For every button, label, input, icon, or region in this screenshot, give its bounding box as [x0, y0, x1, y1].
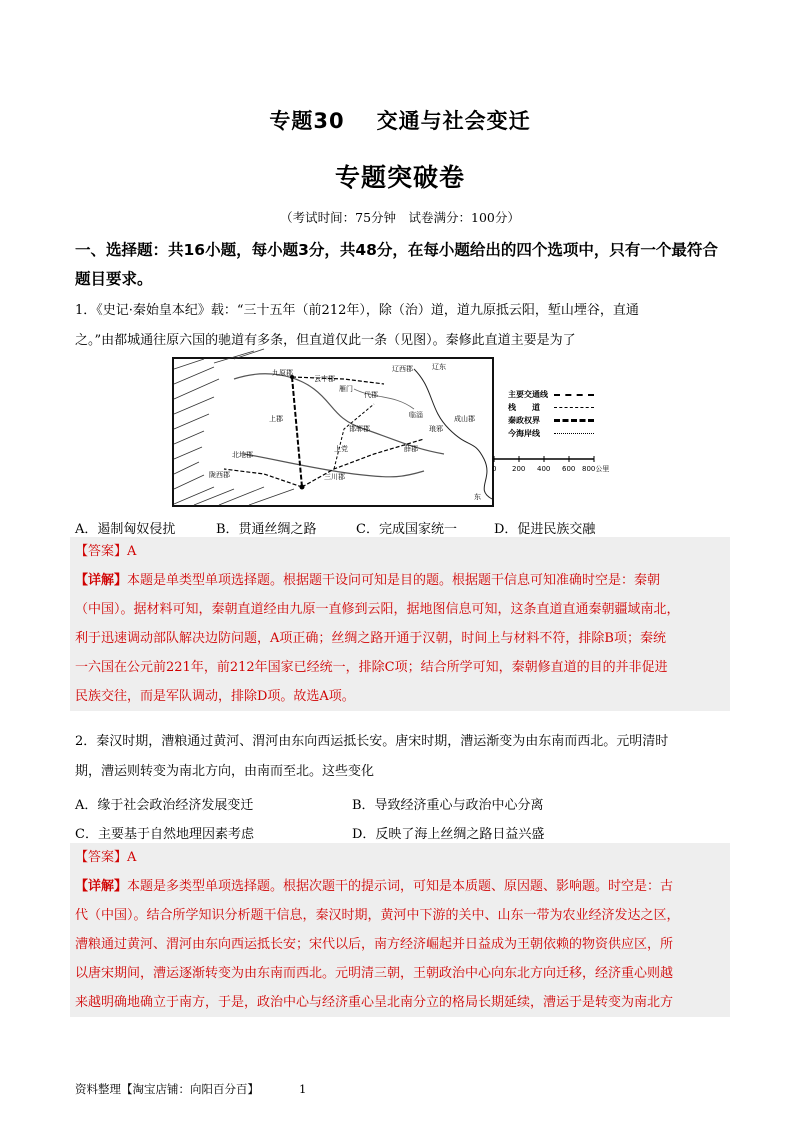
map-label: 薛郡: [404, 445, 418, 453]
scale-tick-label: 800公里: [582, 465, 610, 473]
map-label: 云中郡: [314, 375, 335, 383]
option-a: A．遏制匈奴侵扰: [75, 522, 176, 537]
detail-line: [70, 566, 730, 595]
doc-subtitle: 专题突破卷: [334, 163, 465, 192]
map-label: 陇西郡: [209, 471, 230, 479]
detail-line: [70, 872, 730, 901]
exam-info: （考试时间：75分钟 试卷满分：100分）: [280, 210, 520, 225]
legend-swatch: [554, 419, 594, 422]
detail-line: 漕粮通过黄河、渭河由东向西运抵长安；宋代以后，南方经济崛起并日益成为王朝依赖的物资供应区，所: [75, 937, 674, 952]
detail-line: （中国）。据材料可知，秦朝直道经由九原一直修到云阳，据地图信息可知，这条直道直通秦朝疆域南北，: [75, 602, 680, 617]
detail-line: 一六国在公元前221年，前212年国家已经统一，排除C项；结合所学可知，秦朝修直道的目的并非促进: [75, 660, 668, 675]
option-d: D．反映了海上丝绸之路日益兴盛: [352, 827, 545, 842]
legend-item: [508, 427, 594, 440]
legend-item: [508, 401, 594, 414]
scale-tick-label: 600: [562, 465, 576, 473]
question-2-answer-box: [70, 843, 730, 1017]
map-legend: [508, 388, 594, 440]
detail-text: 本题是多类型单项选择题。根据次题干的提示词，可知是本质题、原因题、影响题。时空是：古: [127, 879, 674, 894]
page-number: 1: [299, 1082, 307, 1096]
map-label: 雁门: [339, 385, 353, 393]
detail-text: 本题是单类型单项选择题。根据题干设问可知是目的题。根据题干信息可知准确时空是：秦朝: [127, 573, 661, 588]
map-drawing: [174, 359, 492, 505]
legend-swatch: [554, 394, 594, 396]
legend-label: 秦政权界: [508, 416, 540, 425]
detail-label: 【详解】: [75, 879, 128, 894]
legend-swatch: [554, 433, 594, 434]
question-2-stem: [75, 727, 730, 787]
map-label: 辽西郡: [392, 365, 413, 373]
map-label: 东: [474, 493, 481, 501]
map-label: 邯郸郡: [349, 425, 370, 433]
legend-swatch: [554, 407, 594, 408]
detail-line: 代（中国）。结合所学知识分析题干信息，秦汉时期，黄河中下游的关中、山东一带为农业经济发达之区，: [75, 908, 680, 923]
detail-line: 以唐宋期间，漕运逐渐转变为由东南而西北。元明清三朝，王朝政治中心向东北方向迁移，经济重心则越: [75, 966, 674, 981]
scale-tick-label: 400: [537, 465, 551, 473]
option-a: A．缘于社会政治经济发展变迁: [75, 798, 254, 813]
legend-label: 主要交通线: [508, 390, 548, 399]
option-c: C．主要基于自然地理因素考虑: [75, 827, 254, 842]
question-stem-line: 之。”由都城通往原六国的驰道有多条，但直道仅此一条（见图）。秦修此直道主要是为了: [75, 333, 576, 348]
map-label: 上党: [334, 445, 348, 453]
detail-line: 民族交往，而是军队调动，排除D项。故选A项。: [75, 689, 355, 704]
map-label: 九原郡: [272, 369, 293, 377]
legend-item: [508, 414, 594, 427]
scale-tick-label: 0: [492, 465, 497, 473]
option-b: B．贯通丝绸之路: [216, 522, 317, 537]
legend-item: [508, 388, 594, 401]
legend-label: 栈 道: [508, 403, 540, 412]
page-footer: [75, 1081, 306, 1097]
question-2-options-row-1: [75, 794, 544, 813]
option-c: C．完成国家统一: [356, 522, 457, 537]
section-heading: 一、选择题：共16小题，每小题3分，共48分，在每小题给出的四个选项中，只有一个最符合题目要求。: [75, 241, 718, 288]
question-1-answer-box: [70, 537, 730, 711]
scale-tick-label: 200: [512, 465, 526, 473]
map-label: 辽东: [432, 363, 446, 371]
question-stem-line: 2．秦汉时期，漕粮通过黄河、渭河由东向西运抵长安。唐宋时期，漕运渐变为由东南而西北。元明清时: [75, 734, 669, 749]
map-label: 北地郡: [232, 451, 253, 459]
legend-label: 今海岸线: [508, 429, 540, 438]
detail-line: 利于迅速调动部队解决边防问题，A项正确；丝绸之路开通于汉朝，时间上与材料不符，排除B项；秦统: [75, 631, 666, 646]
footer-source: 资料整理【淘宝店铺：向阳百分百】: [75, 1082, 259, 1096]
option-d: D．促进民族交融: [494, 522, 596, 537]
question-2-options-row-2: [75, 823, 544, 842]
map-label: 成山郡: [454, 415, 475, 423]
detail-line: 来越明确地确立于南方，于是，政治中心与经济重心呈北南分立的格局长期延续，漕运于是转变为南北方: [75, 995, 674, 1010]
map-label: 上郡: [269, 415, 283, 423]
answer-line: 【答案】A: [75, 544, 137, 559]
doc-title: [0, 105, 800, 135]
map-label: 临淄: [409, 411, 423, 419]
question-1-options: [75, 518, 595, 537]
question-stem-line: 1．《史记·秦始皇本纪》载：“三十五年（前212年），除（治）道，道九原抵云阳，堑山堙谷，直通: [75, 303, 639, 318]
detail-label: 【详解】: [75, 573, 128, 588]
option-b: B．导致经济重心与政治中心分离: [352, 798, 544, 813]
map-label: 三川郡: [324, 473, 345, 481]
map-scale-bar: [490, 455, 610, 479]
map-label: 代郡: [364, 391, 378, 399]
title-number: 专题30: [269, 109, 345, 133]
title-text: 交通与社会变迁: [376, 109, 531, 133]
question-1-stem: [75, 296, 730, 356]
map-label: 琅邪: [429, 425, 443, 433]
answer-line: 【答案】A: [75, 850, 137, 865]
question-stem-line: 期，漕运则转变为南北方向，由南而至北。这些变化: [75, 764, 375, 779]
qin-road-map: [172, 357, 497, 507]
